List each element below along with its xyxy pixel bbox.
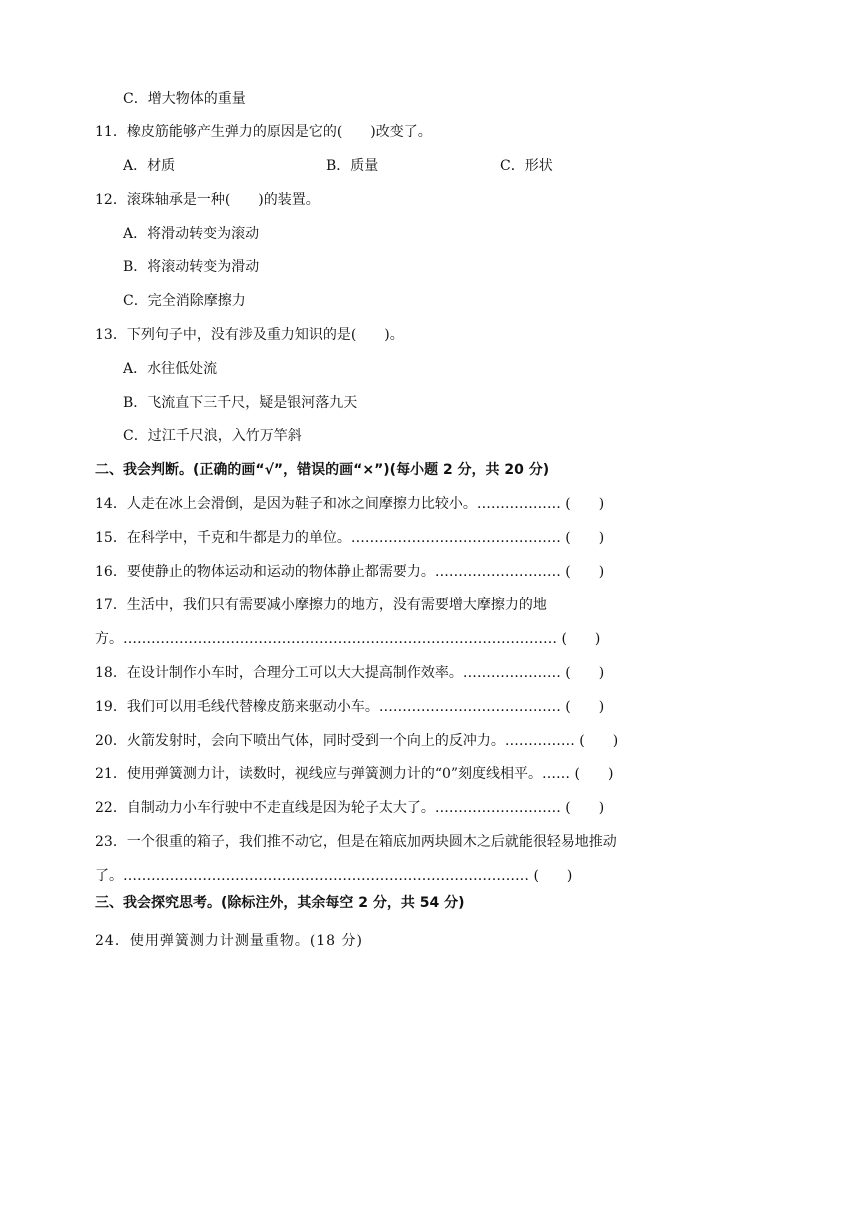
q17-statement-line1: 17．生活中，我们只有需要减小摩擦力的地方，没有需要增大摩擦力的地 [95, 597, 547, 613]
q13-stem: 13．下列句子中，没有涉及重力知识的是( )。 [95, 327, 404, 343]
q23-statement-line1: 23．一个很重的箱子，我们推不动它，但是在箱底加两块圆木之后就能很轻易地推动 [95, 834, 617, 850]
q22-statement: 22．自制动力小车行驶中不走直线是因为轮子太大了。……………………… ( ) [95, 800, 605, 816]
q18-statement: 18．在设计制作小车时，合理分工可以大大提高制作效率。………………… ( ) [95, 665, 605, 681]
q12-option-c: C．完全消除摩擦力 [123, 293, 246, 309]
q20-statement: 20．火箭发射时，会向下喷出气体，同时受到一个向上的反冲力。…………… ( ) [95, 733, 619, 749]
q12-option-a: A．将滑动转变为滚动 [123, 226, 260, 242]
q11-option-c: C．形状 [500, 158, 553, 174]
q15-statement: 15．在科学中，千克和牛都是力的单位。……………………………………… ( ) [95, 530, 605, 546]
q13-option-b: B．飞流直下三千尺，疑是银河落九天 [123, 395, 358, 411]
q14-statement: 14．人走在冰上会滑倒，是因为鞋子和冰之间摩擦力比较小。……………… ( ) [95, 496, 605, 512]
q12-stem: 12．滚珠轴承是一种( )的装置。 [95, 192, 320, 208]
q10-option-c: C．增大物体的重量 [123, 91, 246, 107]
q11-options [0, 155, 860, 177]
section3-heading: 三、我会探究思考。(除标注外，其余每空 2 分，共 54 分) [95, 895, 465, 911]
q11-option-a: A．材质 [123, 158, 176, 174]
q11-option-b: B．质量 [326, 158, 379, 174]
q23-statement-line2: 了。…………………………………………………………………………… ( ) [95, 868, 573, 884]
q12-option-b: B．将滚动转变为滑动 [123, 259, 260, 275]
q13-option-c: C．过江千尺浪，入竹万竿斜 [123, 428, 302, 444]
q24-stem: 24．使用弹簧测力计测量重物。(18 分) [95, 933, 364, 949]
section2-heading: 二、我会判断。(正确的画“√”，错误的画“×”)(每小题 2 分，共 20 分) [95, 462, 550, 478]
q21-statement: 21．使用弹簧测力计，读数时，视线应与弹簧测力计的“0”刻度线相平。…… ( ) [95, 766, 614, 782]
q16-statement: 16．要使静止的物体运动和运动的物体静止都需要力。……………………… ( ) [95, 564, 605, 580]
q13-option-a: A．水往低处流 [123, 361, 218, 377]
q11-stem: 11．橡皮筋能够产生弹力的原因是它的( )改变了。 [95, 124, 432, 140]
q17-statement-line2: 方。………………………………………………………………………………… ( ) [95, 631, 601, 647]
q19-statement: 19．我们可以用毛线代替橡皮筋来驱动小车。………………………………… ( ) [95, 699, 605, 715]
